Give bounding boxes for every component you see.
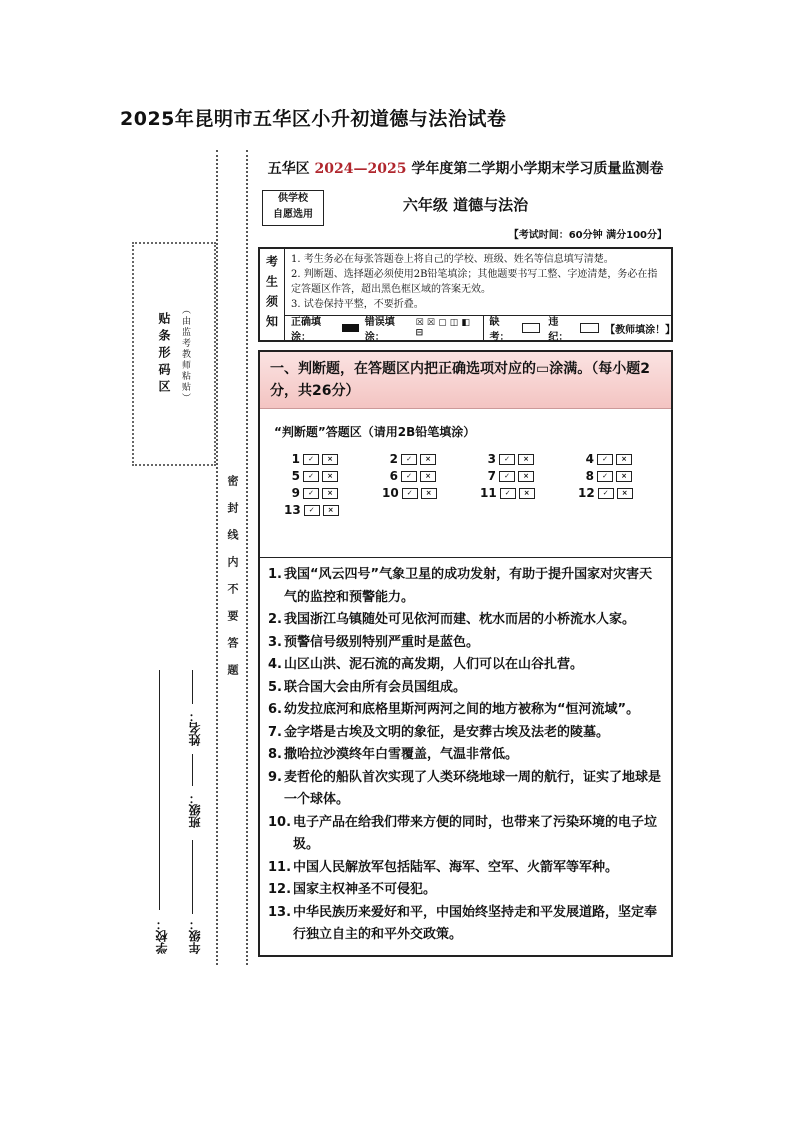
class-field[interactable] <box>192 754 193 786</box>
true-option-box[interactable]: ✓ <box>401 454 417 465</box>
answer-item <box>284 486 338 500</box>
question-item <box>268 677 663 700</box>
school-field[interactable] <box>159 670 160 910</box>
answer-item <box>284 452 338 466</box>
false-option-box[interactable]: × <box>617 488 633 499</box>
notice-item: 1. 考生务必在每张答题卷上将自己的学校、班级、姓名等信息填写清楚。 <box>291 254 614 265</box>
false-option-box[interactable]: × <box>616 471 632 482</box>
false-option-box[interactable]: × <box>420 454 436 465</box>
grade-label: 年级： <box>188 918 202 954</box>
class-label: 班级： <box>188 792 202 828</box>
answer-number: 4 <box>585 452 594 466</box>
false-option-box[interactable]: × <box>519 488 535 499</box>
exam-header-title <box>258 158 673 178</box>
true-false-section <box>258 350 673 957</box>
answer-number: 3 <box>487 452 496 466</box>
question-number: 13. <box>268 904 292 920</box>
notice-label: 考生须知 <box>264 254 279 335</box>
question-item <box>268 767 663 812</box>
question-text: 电子产品在给我们带来方便的同时，也带来了污染环境的电子垃圾。 <box>293 814 658 852</box>
question-item <box>268 654 663 677</box>
question-item <box>268 902 663 947</box>
question-number: 7. <box>268 724 282 740</box>
notice-item: 2. 判断题、选择题必须使用2B铅笔填涂；其他题要书写工整、字迹清楚，务必在指定答题区作答，超出黑色框区域的答案无效。 <box>291 269 658 295</box>
true-option-box[interactable]: ✓ <box>303 454 319 465</box>
question-number: 3. <box>268 634 282 650</box>
answer-item <box>382 469 436 483</box>
answer-area-title: “判断题”答题区（请用2B铅笔填涂） <box>274 425 476 439</box>
subject-row <box>258 188 673 228</box>
answer-number: 7 <box>487 469 496 483</box>
grade-field[interactable] <box>192 840 193 914</box>
question-number: 1. <box>268 567 282 582</box>
binding-dotted-line-right <box>246 150 248 965</box>
question-number: 6. <box>268 702 282 717</box>
question-text: 中国人民解放军包括陆军、海军、空军、火箭军等军种。 <box>293 859 619 875</box>
exam-sheet <box>128 150 676 990</box>
question-item <box>268 632 663 655</box>
section-title: 一、判断题，在答题区内把正确选项对应的▭涂满。（每小题2分，共26分） <box>260 352 671 409</box>
answer-item <box>284 469 338 483</box>
question-number: 2. <box>268 612 282 627</box>
notice-label-cell <box>260 249 285 340</box>
true-option-box[interactable]: ✓ <box>303 488 319 499</box>
true-option-box[interactable]: ✓ <box>304 505 320 516</box>
answer-number: 12 <box>578 486 595 500</box>
true-option-box[interactable]: ✓ <box>402 488 418 499</box>
absent-label: 缺考： <box>489 317 510 343</box>
academic-year: 2024—2025 <box>314 161 407 177</box>
question-item <box>268 564 663 609</box>
question-item <box>268 812 663 857</box>
true-option-box[interactable]: ✓ <box>401 471 417 482</box>
answer-number: 2 <box>389 452 398 466</box>
question-text: 金字塔是古埃及文明的象征，是安葬古埃及法老的陵墓。 <box>283 724 609 740</box>
true-option-box[interactable]: ✓ <box>499 454 515 465</box>
correct-fill-label: 正确填涂： <box>291 317 321 343</box>
question-number: 9. <box>268 769 282 785</box>
violation-box[interactable] <box>580 323 599 333</box>
notice-items <box>285 249 671 316</box>
false-option-box[interactable]: × <box>322 471 338 482</box>
question-item <box>268 699 663 722</box>
answer-number: 11 <box>480 486 497 500</box>
false-option-box[interactable]: × <box>420 471 436 482</box>
school-use-line2: 自愿选用 <box>273 209 313 220</box>
teacher-fill-note: 【教师填涂！】 <box>605 324 676 336</box>
true-option-box[interactable]: ✓ <box>499 471 515 482</box>
false-option-box[interactable]: × <box>518 471 534 482</box>
answer-number: 5 <box>291 469 300 483</box>
answer-item <box>480 469 534 483</box>
question-text: 联合国大会由所有会员国组成。 <box>283 679 466 695</box>
wrong-fill-marks: ☒ ☒ ▢ ◫ ◧ ⊟ <box>415 318 470 338</box>
student-info <box>150 670 220 970</box>
name-label: 姓名： <box>188 710 202 746</box>
question-item <box>268 722 663 745</box>
answer-number: 6 <box>389 469 398 483</box>
question-text: 国家主权神圣不可侵犯。 <box>293 882 437 897</box>
question-number: 11. <box>268 859 292 875</box>
barcode-area <box>132 242 216 466</box>
false-option-box[interactable]: × <box>322 454 338 465</box>
exam-info: 【考试时间：60分钟 满分100分】 <box>508 230 667 241</box>
school-use-line1: 供学校 <box>278 193 308 204</box>
question-text: 山区山洪、泥石流的高发期，人们可以在山谷扎营。 <box>283 657 583 672</box>
violation-label: 违纪： <box>548 317 569 343</box>
answer-number: 10 <box>382 486 399 500</box>
true-option-box[interactable]: ✓ <box>500 488 516 499</box>
true-option-box[interactable]: ✓ <box>597 471 613 482</box>
question-number: 10. <box>268 814 292 830</box>
correct-fill-mark <box>342 324 359 332</box>
true-option-box[interactable]: ✓ <box>303 471 319 482</box>
question-text: 麦哲伦的船队首次实现了人类环绕地球一周的航行，证实了地球是一个球体。 <box>283 769 661 807</box>
fill-example-row <box>285 316 676 343</box>
question-item <box>268 879 663 902</box>
question-item <box>268 857 663 880</box>
question-text: 我国“风云四号”气象卫星的成功发射，有助于提升国家对灾害天气的监控和预警能力。 <box>283 567 653 605</box>
answer-grid <box>274 452 657 532</box>
wrong-fill-label: 错误填涂： <box>364 317 395 343</box>
false-option-box[interactable]: × <box>421 488 437 499</box>
answer-item <box>382 452 436 466</box>
false-option-box[interactable]: × <box>616 454 632 465</box>
question-text: 预警信号级别特别严重时是蓝色。 <box>283 634 479 650</box>
answer-item <box>382 486 437 500</box>
question-number: 12. <box>268 882 292 897</box>
document-title: 2025年昆明市五华区小升初道德与法治试卷 <box>120 108 507 130</box>
candidate-notice <box>258 247 676 343</box>
answer-item <box>578 486 633 500</box>
seal-line-text: 密封线内不要答题 <box>226 475 239 691</box>
question-number: 8. <box>268 747 282 762</box>
false-option-box[interactable]: × <box>518 454 534 465</box>
exam-name: 学年度第二学期小学期末学习质量监测卷 <box>411 161 664 177</box>
answer-item <box>578 469 632 483</box>
answer-number: 8 <box>585 469 594 483</box>
answer-number: 13 <box>284 503 301 517</box>
question-number: 5. <box>268 679 282 695</box>
question-text: 幼发拉底河和底格里斯河两河之间的地方被称为“恒河流域”。 <box>283 702 640 717</box>
absent-box[interactable] <box>522 323 541 333</box>
exam-main <box>258 150 676 957</box>
subject-title: 六年级 道德与法治 <box>402 196 529 214</box>
question-text: 我国浙江乌镇随处可见依河而建、枕水而居的小桥流水人家。 <box>283 612 635 627</box>
answer-number: 1 <box>291 452 300 466</box>
notice-item: 3. 试卷保持平整，不要折叠。 <box>291 299 424 310</box>
answer-area <box>260 409 671 558</box>
question-item <box>268 744 663 767</box>
question-text: 撒哈拉沙漠终年白雪覆盖，气温非常低。 <box>283 747 518 762</box>
barcode-label: 贴条形码区 <box>157 311 171 397</box>
question-number: 4. <box>268 657 282 672</box>
answer-item <box>480 452 534 466</box>
true-option-box[interactable]: ✓ <box>597 454 613 465</box>
answer-number: 9 <box>291 486 300 500</box>
answer-item <box>480 486 535 500</box>
barcode-note: （由监考教师粘贴） <box>180 304 190 404</box>
name-field[interactable] <box>192 670 193 704</box>
question-item <box>268 609 663 632</box>
question-text: 中华民族历来爱好和平，中国始终坚持走和平发展道路，坚定奉行独立自主的和平外交政策。 <box>293 904 658 942</box>
school-label: 学校： <box>155 918 169 954</box>
false-option-box[interactable]: × <box>322 488 338 499</box>
answer-item <box>578 452 632 466</box>
answer-item <box>284 503 339 517</box>
question-list <box>260 558 671 955</box>
true-option-box[interactable]: ✓ <box>598 488 614 499</box>
district: 五华区 <box>267 161 310 177</box>
false-option-box[interactable]: × <box>323 505 339 516</box>
